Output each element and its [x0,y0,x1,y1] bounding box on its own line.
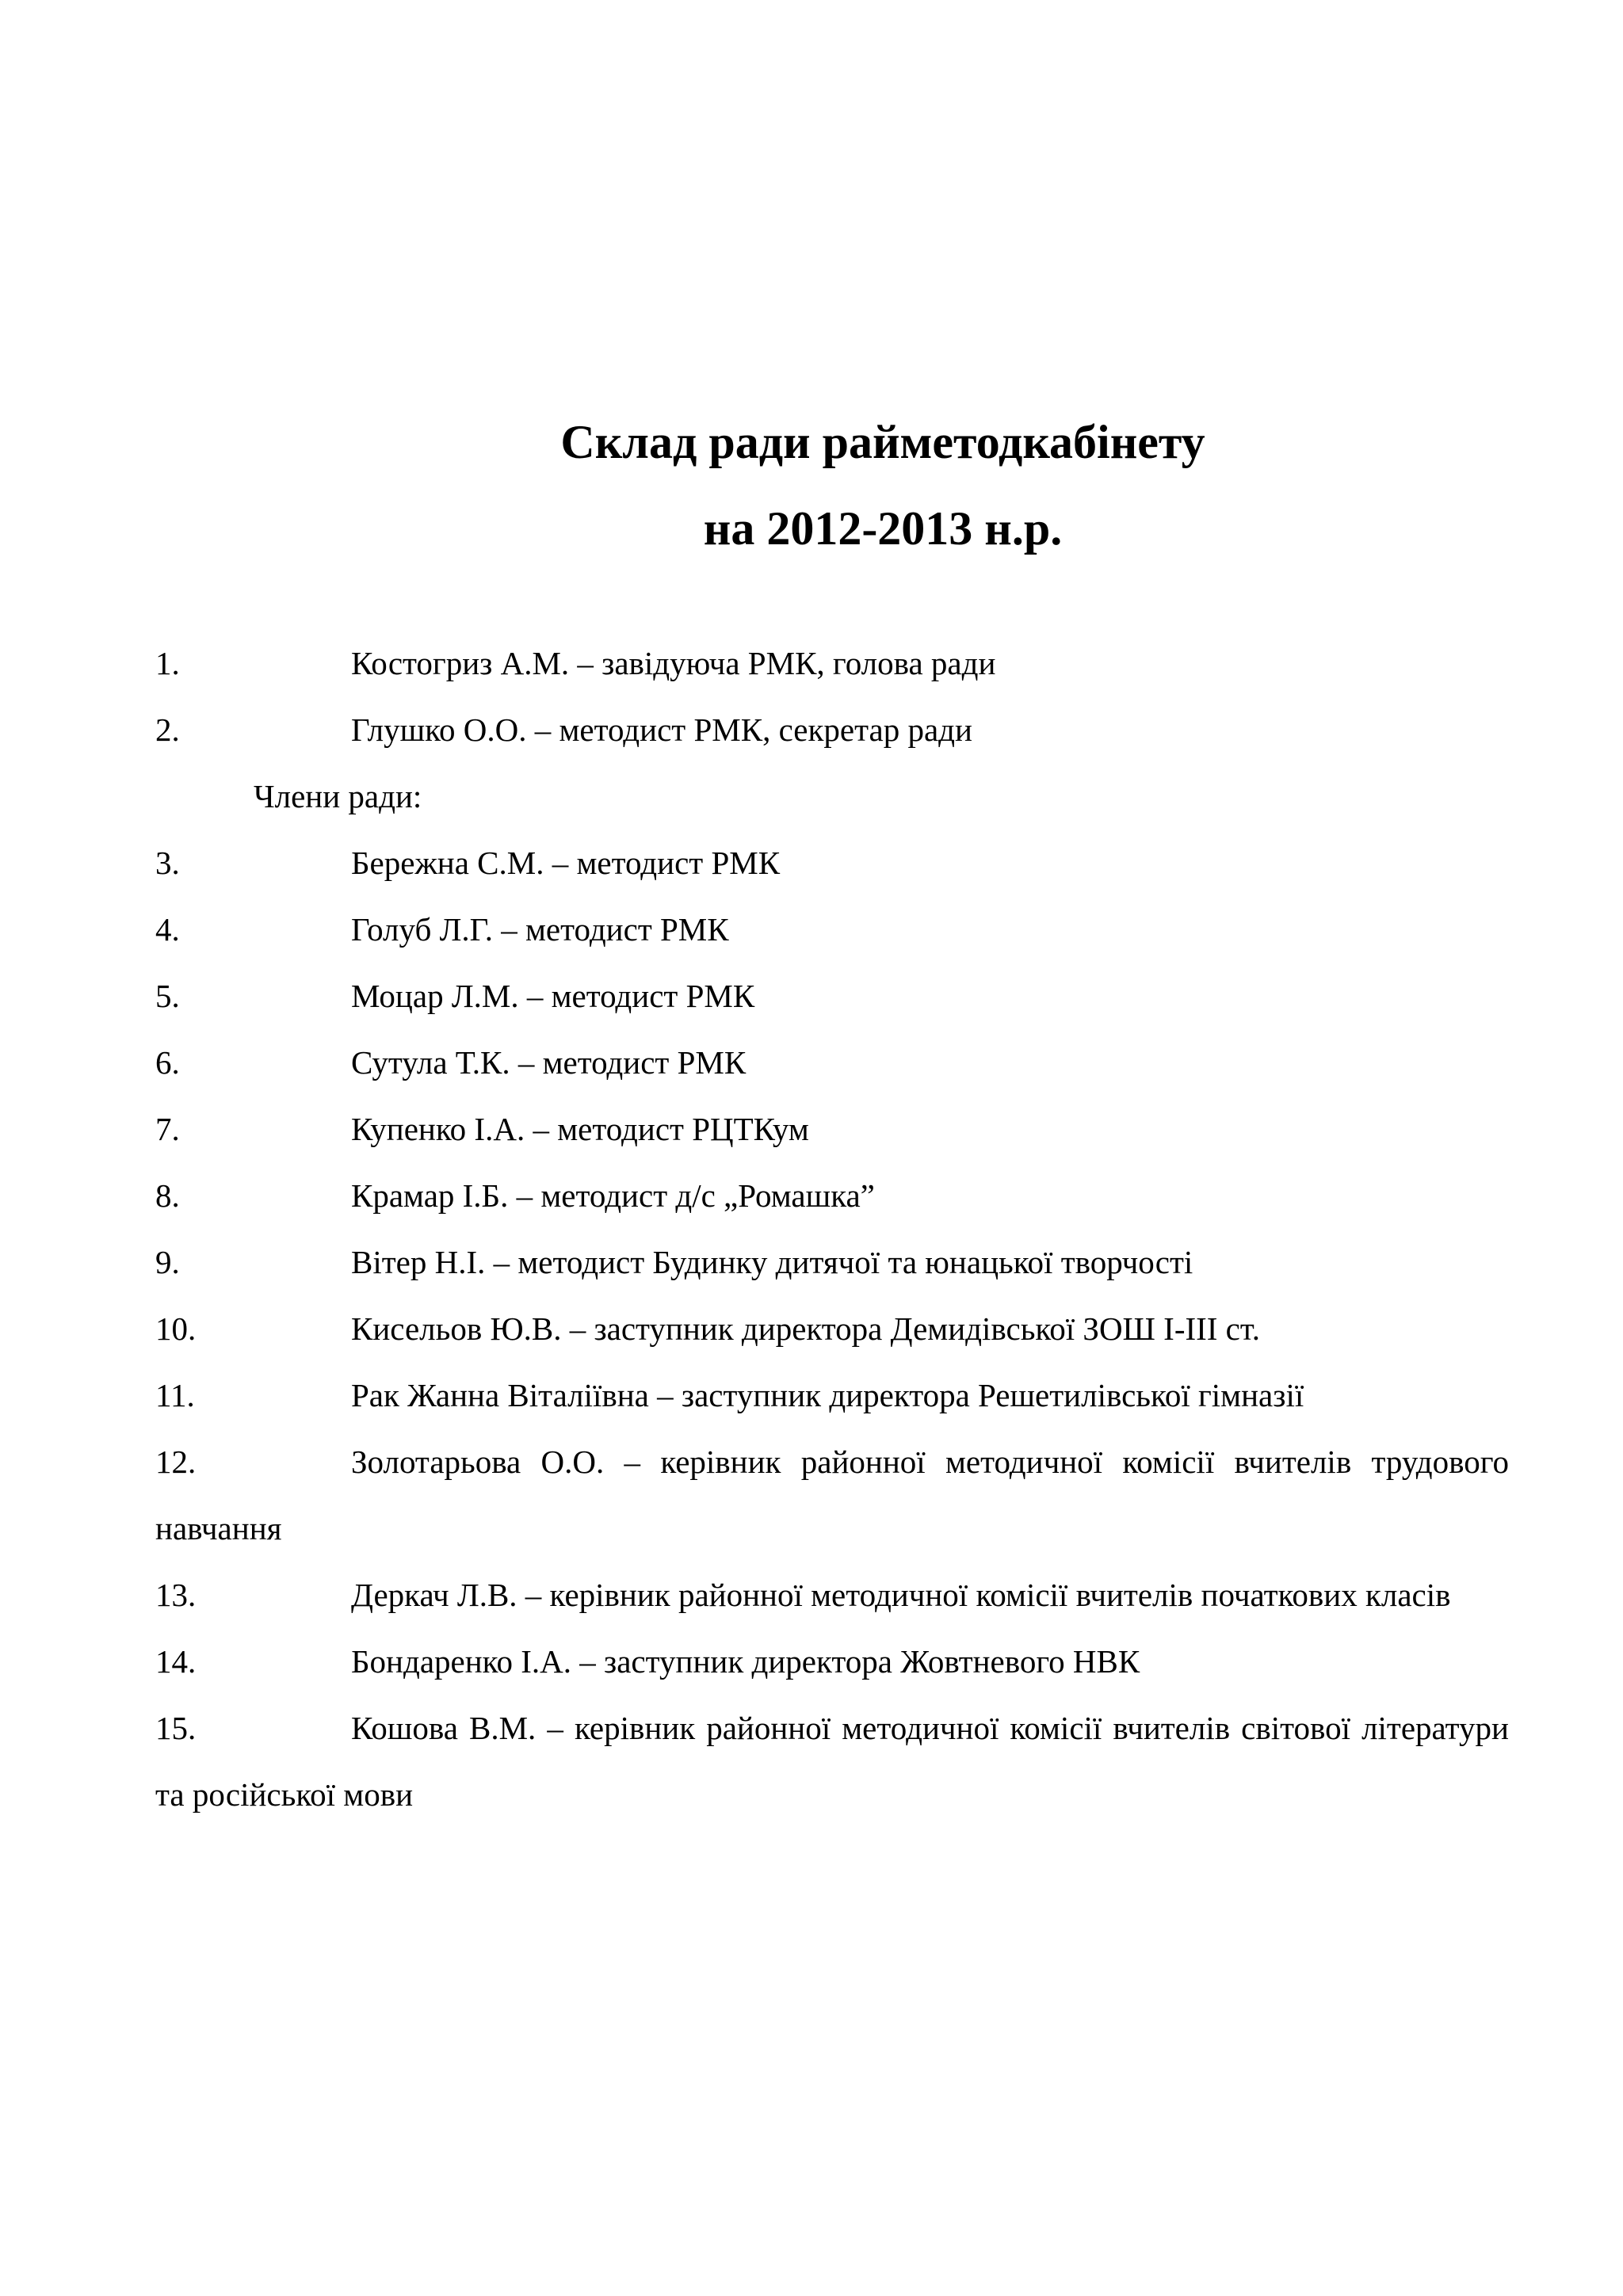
item-text: Кисельов Ю.В. – заступник директора Демидівської ЗОШ І-ІІІ ст. [351,1310,1260,1347]
item-text: Сутула Т.К. – методист РМК [351,1044,747,1081]
list-item [155,1562,1509,1628]
list-item [155,1695,1509,1828]
list-item [155,1162,1509,1229]
item-number: 5. [155,978,180,1014]
item-number: 1. [155,645,180,681]
item-number: 3. [155,845,180,881]
members-heading: Члени ради: [254,778,422,814]
list-item [155,1096,1509,1162]
list-item [155,830,1509,896]
item-number: 7. [155,1111,180,1147]
item-number: 8. [155,1177,180,1214]
item-text: Бондаренко І.А. – заступник директора Жовтневого НВК [351,1643,1140,1680]
list-item [155,963,1509,1029]
item-number: 6. [155,1044,180,1081]
item-text: Золотарьова О.О. – керівник районної методичної комісії вчителів трудового навчання [155,1444,1509,1547]
list-item [155,1229,1509,1295]
list-item [155,1029,1509,1096]
item-number: 2. [155,711,180,748]
list-item [155,1628,1509,1695]
item-text: Голуб Л.Г. – методист РМК [351,911,729,948]
item-number: 15. [155,1710,197,1746]
item-number: 13. [155,1577,197,1613]
item-text: Крамар І.Б. – методист д/с „Ромашка” [351,1177,875,1214]
item-number: 11. [155,1377,195,1413]
item-number: 9. [155,1244,180,1280]
list-item [155,630,1509,696]
document-title: Склад ради райметодкабінету [560,416,1205,468]
item-text: Деркач Л.В. – керівник районної методичної комісії вчителів початкових класів [351,1577,1451,1613]
document-subtitle-year: на 2012-2013 н.р. [703,502,1063,555]
item-number: 12. [155,1444,197,1480]
item-text: Бережна С.М. – методист РМК [351,845,781,881]
list-item [155,896,1509,963]
list-item [155,1295,1509,1362]
list-item [155,1428,1509,1562]
item-text: Моцар Л.М. – методист РМК [351,978,755,1014]
item-number: 14. [155,1643,197,1680]
item-text: Глушко О.О. – методист РМК, секретар ради [351,711,972,748]
item-text: Рак Жанна Віталіївна – заступник директора Решетилівської гімназії [351,1377,1304,1413]
item-text: Кошова В.М. – керівник районної методичної комісії вчителів світової літератури та російської мови [155,1710,1509,1813]
council-member-list [155,630,1509,1828]
item-text: Костогриз А.М. – завідуюча РМК, голова ради [351,645,996,681]
item-number: 4. [155,911,180,948]
list-item [155,696,1509,763]
item-text: Вітер Н.І. – методист Будинку дитячої та юнацької творчості [351,1244,1193,1280]
list-item [155,1362,1509,1428]
item-number: 10. [155,1310,197,1347]
item-text: Купенко І.А. – методист РЦТКум [351,1111,809,1147]
